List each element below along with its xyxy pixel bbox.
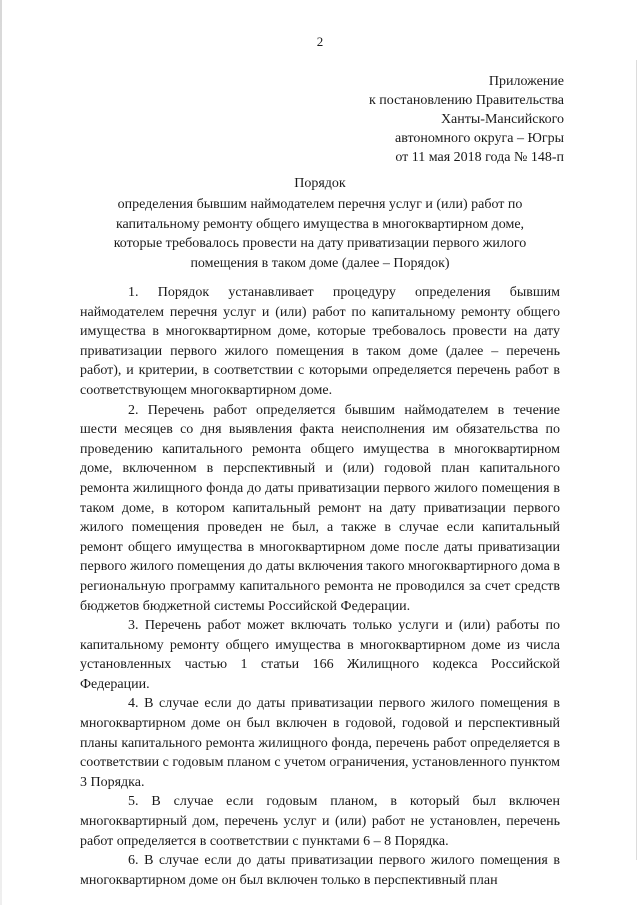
appendix-line: к постановлению Правительства bbox=[368, 93, 564, 108]
appendix-block bbox=[369, 72, 564, 167]
scan-edge-left bbox=[0, 0, 2, 905]
paragraph: 5. В случае если годовым планом, в который был включен многоквартирный дом, перечень услуг и (или) работ не установлен, перечень работ определяется в соответствии с пунктами 6 – 8 Порядка. bbox=[80, 794, 560, 849]
document-subtitle: определения бывшим наймодателем перечня услуг и (или) работ по капитальному ремонту общего имущества в многоквартирном доме, которые требовалось провести на дату приватизации первого жилого помещения в таком доме (далее – Порядок) bbox=[113, 197, 527, 271]
paragraph: 1. Порядок устанавливает процедуру определения бывшим наймодателем перечня услуг и (или) работ по капитальному ремонту общего имущества в многоквартирном доме, которые требовалось провести на дату приватизации первого жилого помещения в таком доме (далее – перечень работ), и критерии, в соответствии с которыми определяется перечень работ в соответствующем многоквартирном доме. bbox=[80, 285, 560, 398]
paragraph: 2. Перечень работ определяется бывшим наймодателем в течение шести месяцев со дня выявления факта неисполнения им обязательства по проведению капитального ремонта общего имущества в многоквартирном доме, включенном в перспективный и (или) годовой план капитального ремонта жилищного фонда до даты приватизации первого жилого помещения в таком доме, в котором капитальный ремонт на дату приватизации первого жилого помещения проведен не был, а также в случае если капитальный ремонт общего имущества в многоквартирном доме после даты приватизации первого жилого помещения до даты включения такого многоквартирного дома в региональную программу капитального ремонта не проводился за счет средств бюджетов бюджетной системы Российской Федерации. bbox=[80, 402, 560, 614]
paragraph: 4. В случае если до даты приватизации первого жилого помещения в многоквартирном доме он был включен в годовой, годовой и перспективный планы капитального ремонта жилищного фонда, перечень работ определяется в соответствии с годовым планом с учетом ограничения, установленного пунктом 3 Порядка. bbox=[80, 696, 560, 790]
appendix-line: от 11 мая 2018 года № 148-п bbox=[395, 150, 564, 165]
appendix-line: Приложение bbox=[488, 74, 564, 89]
document-body bbox=[80, 283, 560, 890]
appendix-line: Ханты-Мансийского bbox=[440, 112, 564, 127]
paragraph: 6. В случае если до даты приватизации первого жилого помещения в многоквартирном доме он был включен только в перспективный план bbox=[80, 853, 560, 888]
appendix-line: автономного округа – Югры bbox=[395, 131, 564, 146]
page-number: 2 bbox=[316, 34, 324, 49]
document-title: Порядок bbox=[294, 176, 346, 191]
paragraph: 3. Перечень работ может включать только услуги и (или) работы по капитальному ремонту общего имущества в многоквартирном доме из числа установленных частью 1 статьи 166 Жилищного кодекса Российской Федерации. bbox=[80, 618, 560, 692]
